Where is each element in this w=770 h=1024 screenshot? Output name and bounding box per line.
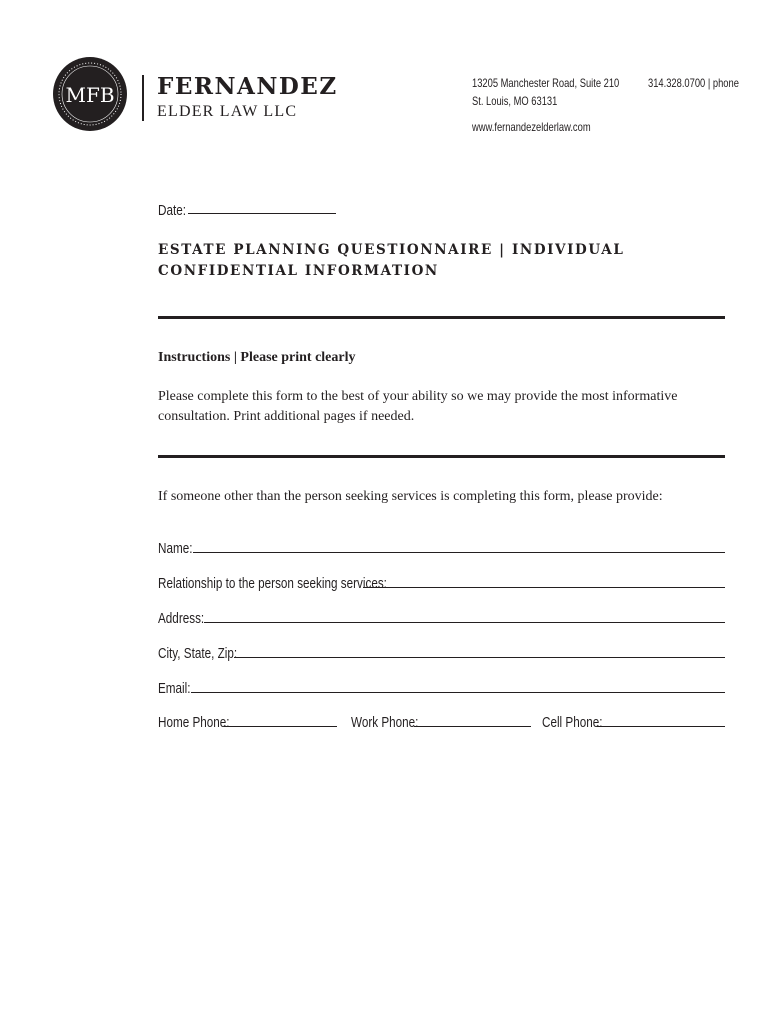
form-title-line-1: ESTATE PLANNING QUESTIONNAIRE | INDIVIDUAL <box>158 242 625 258</box>
section-divider-bottom <box>158 455 725 458</box>
firm-logo-seal <box>52 56 128 132</box>
date-field[interactable] <box>188 213 336 214</box>
cell-phone-label: Cell Phone: <box>542 714 603 731</box>
form-title-line-2: CONFIDENTIAL INFORMATION <box>158 263 439 279</box>
city-state-zip-label: City, State, Zip: <box>158 645 238 662</box>
brand-divider <box>142 75 144 121</box>
name-field[interactable] <box>193 552 725 553</box>
address-field[interactable] <box>204 622 725 623</box>
work-phone-label: Work Phone: <box>351 714 419 731</box>
relationship-label: Relationship to the person seeking services: <box>158 575 387 592</box>
home-phone-field[interactable] <box>224 726 337 727</box>
form-title <box>158 240 624 282</box>
logo-monogram: MFB <box>65 83 115 107</box>
address-line-2: St. Louis, MO 63131 <box>472 94 558 108</box>
address-label: Address: <box>158 610 205 627</box>
city-state-zip-field[interactable] <box>234 657 725 658</box>
email-label: Email: <box>158 680 191 697</box>
home-phone-label: Home Phone: <box>158 714 230 731</box>
section-divider-top <box>158 316 725 319</box>
name-label: Name: <box>158 540 193 557</box>
phone-number: 314.328.0700 | phone <box>648 76 739 90</box>
intro-text: If someone other than the person seeking services is completing this form, please provide: <box>158 489 663 504</box>
relationship-field[interactable] <box>363 587 725 588</box>
email-field[interactable] <box>191 692 725 693</box>
instructions-heading: Instructions | Please print clearly <box>158 350 356 365</box>
date-label: Date: <box>158 202 186 219</box>
cell-phone-field[interactable] <box>597 726 725 727</box>
firm-name: FERNANDEZ <box>157 73 338 100</box>
firm-subtitle: ELDER LAW LLC <box>157 103 298 120</box>
website-link[interactable]: www.fernandezelderlaw.com <box>472 120 591 134</box>
instructions-body: Please complete this form to the best of your ability so we may provide the most informative consultation. Print additional pages if needed. <box>158 389 678 424</box>
address-line-1: 13205 Manchester Road, Suite 210 <box>472 76 620 90</box>
work-phone-field[interactable] <box>414 726 531 727</box>
